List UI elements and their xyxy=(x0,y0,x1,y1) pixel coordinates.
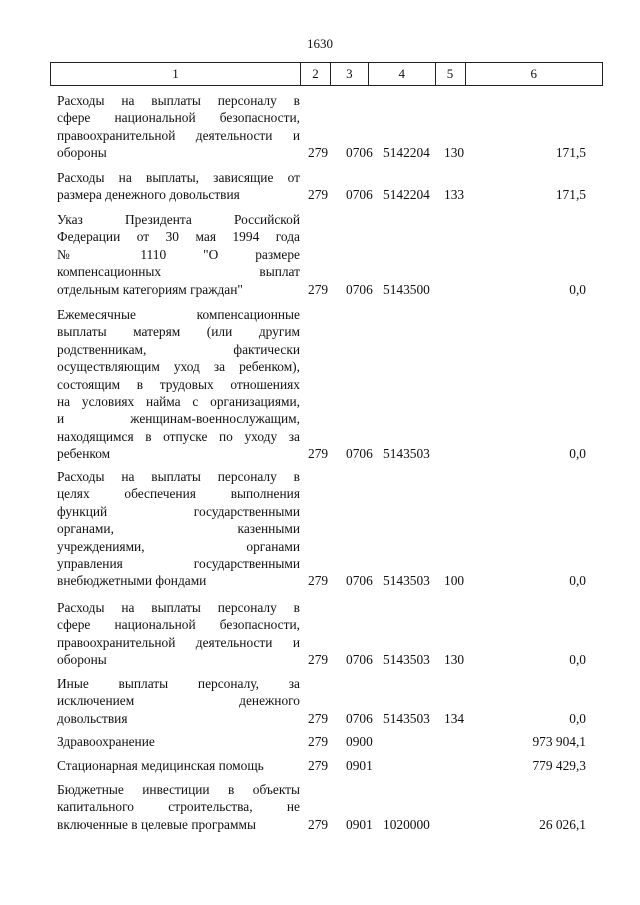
header-col-1: 1 xyxy=(51,63,301,85)
description-line: органами, казенными xyxy=(57,521,300,537)
ved-code: 279 xyxy=(308,187,329,203)
ved-code: 279 xyxy=(308,652,329,668)
section-code: 0706 xyxy=(346,573,373,589)
amount: 171,5 xyxy=(555,145,586,161)
expense-type-code: 134 xyxy=(444,710,465,726)
header-col-6: 6 xyxy=(530,66,537,81)
description-line: внебюджетными фондами xyxy=(57,573,207,589)
description-line: компенсационных выплат xyxy=(57,264,300,280)
row-description xyxy=(57,211,300,298)
description-line: обороны xyxy=(57,145,107,161)
description-line: находящимся в отпуске по уходу за xyxy=(57,428,300,444)
amount: 26 026,1 xyxy=(539,816,586,832)
section-code: 0706 xyxy=(346,652,373,668)
row-description xyxy=(57,468,300,590)
section-code: 0901 xyxy=(346,758,373,773)
ved-code: 279 xyxy=(308,734,329,749)
description-line: функций государственными xyxy=(57,503,300,519)
section-code: 0706 xyxy=(346,187,373,203)
ved-code: 279 xyxy=(308,816,329,832)
section-code: 0706 xyxy=(346,145,373,161)
ved-code: 279 xyxy=(308,573,329,589)
description-line: Указ Президента Российской xyxy=(57,212,300,227)
ved-code: 279 xyxy=(308,446,329,462)
page-number: 1630 xyxy=(307,36,333,51)
target-article-code: 1020000 xyxy=(383,816,430,832)
expense-type-code: 130 xyxy=(444,652,465,668)
amount: 779 429,3 xyxy=(532,758,586,773)
target-article-code: 5143503 xyxy=(383,446,430,462)
row-description xyxy=(57,599,300,669)
description-line: Расходы на выплаты персоналу в xyxy=(57,469,300,484)
description-line: отдельным категориям граждан" xyxy=(57,281,243,297)
table-header xyxy=(50,62,603,86)
description-line: родственникам, фактически xyxy=(57,341,300,357)
header-col-2: 2 xyxy=(301,63,331,85)
row-description xyxy=(57,757,300,774)
target-article-code: 5142204 xyxy=(383,187,430,203)
amount: 0,0 xyxy=(569,281,586,297)
description-line: ребенком xyxy=(57,446,111,462)
description-line: капитального строительства, не xyxy=(57,799,300,815)
description-line: состоящим в трудовых отношениях xyxy=(57,376,300,392)
amount: 973 904,1 xyxy=(532,734,586,749)
target-article-code: 5143503 xyxy=(383,573,430,589)
description-line: управления государственными xyxy=(57,556,300,572)
expense-type-code: 130 xyxy=(444,145,465,161)
header-col-3: 3 xyxy=(331,63,369,85)
description-line: Федерации от 30 мая 1994 года xyxy=(57,229,300,245)
description-line: включенные в целевые программы xyxy=(57,816,256,832)
row-description xyxy=(57,733,300,750)
description-line: правоохранительной деятельности и xyxy=(57,634,300,650)
ved-code: 279 xyxy=(308,710,329,726)
row-description xyxy=(57,169,300,204)
description-line: Бюджетные инвестиции в объекты xyxy=(57,782,300,797)
expense-type-code: 133 xyxy=(444,187,465,203)
description-line: и женщинам-военнослужащим, xyxy=(57,411,300,427)
section-code: 0706 xyxy=(346,446,373,462)
section-code: 0900 xyxy=(346,734,373,749)
target-article-code: 5143500 xyxy=(383,281,430,297)
amount: 0,0 xyxy=(569,710,586,726)
ved-code: 279 xyxy=(308,758,329,773)
description-line: учреждениями, органами xyxy=(57,538,300,554)
amount: 0,0 xyxy=(569,446,586,462)
expense-type-code: 100 xyxy=(444,573,465,589)
description-line: довольствия xyxy=(57,710,128,726)
description-line: размера денежного довольствия xyxy=(57,187,240,203)
ved-code: 279 xyxy=(308,145,329,161)
target-article-code: 5143503 xyxy=(383,652,430,668)
section-code: 0706 xyxy=(346,281,373,297)
description-line: № 1110 "О размере xyxy=(57,246,300,262)
description-line: целях обеспечения выполнения xyxy=(57,486,300,502)
section-code: 0901 xyxy=(346,816,373,832)
description-line: Расходы на выплаты персоналу в xyxy=(57,93,300,108)
description-line: сфере национальной безопасности, xyxy=(57,617,300,633)
description-line: Стационарная медицинская помощь xyxy=(57,758,264,773)
target-article-code: 5143503 xyxy=(383,710,430,726)
row-description xyxy=(57,92,300,162)
description-line: Расходы на выплаты, зависящие от xyxy=(57,170,300,185)
row-description xyxy=(57,781,300,833)
header-col-4: 4 xyxy=(369,63,436,85)
target-article-code: 5142204 xyxy=(383,145,430,161)
description-line: Расходы на выплаты персоналу в xyxy=(57,600,300,615)
row-description xyxy=(57,675,300,727)
amount: 171,5 xyxy=(555,187,586,203)
description-line: правоохранительной деятельности и xyxy=(57,127,300,143)
description-line: Иные выплаты персоналу, за xyxy=(57,676,300,691)
description-line: осуществляющим уход за ребенком), xyxy=(57,359,300,375)
ved-code: 279 xyxy=(308,281,329,297)
description-line: сфере национальной безопасности, xyxy=(57,110,300,126)
description-line: Ежемесячные компенсационные xyxy=(57,307,300,322)
description-line: выплаты матерям (или другим xyxy=(57,324,300,340)
section-code: 0706 xyxy=(346,710,373,726)
amount: 0,0 xyxy=(569,652,586,668)
description-line: Здравоохранение xyxy=(57,734,155,749)
description-line: на условиях найма с организациями, xyxy=(57,394,300,410)
description-line: исключением денежного xyxy=(57,693,300,709)
row-description xyxy=(57,306,300,463)
amount: 0,0 xyxy=(569,573,586,589)
header-col-5: 5 xyxy=(436,63,466,85)
description-line: обороны xyxy=(57,652,107,668)
